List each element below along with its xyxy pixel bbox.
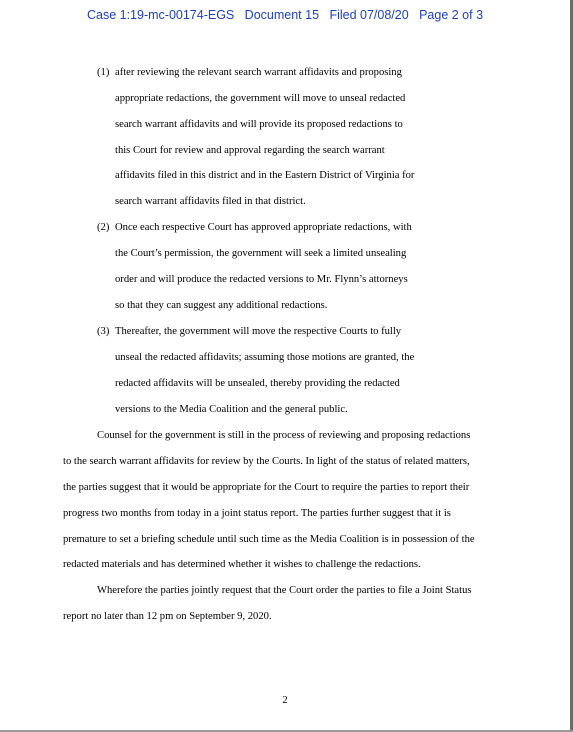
paragraph-1-line: to the search warrant affidavits for review by the Courts. In light of the status of related matters, (63, 456, 470, 467)
list-2-line: Once each respective Court has approved appropriate redactions, with (115, 222, 412, 233)
list-3-line: Thereafter, the government will move the respective Courts to fully (115, 326, 402, 337)
list-1-line: search warrant affidavits filed in that district. (115, 196, 306, 207)
paragraph-1-line: Counsel for the government is still in the process of reviewing and proposing redactions (97, 430, 471, 441)
list-1-line: affidavits filed in this district and in the Eastern District of Virginia for (115, 170, 415, 181)
paragraph-1-line: premature to set a briefing schedule until such time as the Media Coalition is in possession of the (63, 534, 475, 545)
list-1-line: search warrant affidavits and will provide its proposed redactions to (115, 119, 403, 130)
paragraph-2-line: report no later than 12 pm on September 9, 2020. (63, 611, 272, 622)
paragraph-1-line: the parties suggest that it would be appropriate for the Court to require the parties to report their (63, 482, 470, 493)
list-1-line: after reviewing the relevant search warrant affidavits and proposing (115, 67, 402, 78)
list-marker-2: (2) (97, 222, 110, 233)
paragraph-1-line: progress two months from today in a joint status report. The parties further suggest that it is (63, 508, 451, 519)
list-marker-1: (1) (97, 67, 110, 78)
list-marker-3: (3) (97, 326, 110, 337)
paragraph-2-line: Wherefore the parties jointly request that the Court order the parties to file a Joint Status (97, 585, 472, 596)
list-2-line: the Court’s permission, the government will seek a limited unsealing (115, 248, 407, 259)
paragraph-1-line: redacted materials and has determined whether it wishes to challenge the redactions. (63, 559, 421, 570)
list-3-line: versions to the Media Coalition and the general public. (115, 404, 348, 415)
case-header: Case 1:19-mc-00174-EGS Document 15 Filed 07/08/20 Page 2 of 3 (86, 8, 484, 22)
page-number: 2 (282, 695, 288, 706)
list-1-line: this Court for review and approval regarding the search warrant (115, 145, 385, 156)
list-3-line: unseal the redacted affidavits; assuming those motions are granted, the (115, 352, 415, 363)
list-2-line: order and will produce the redacted versions to Mr. Flynn’s attorneys (115, 274, 408, 285)
list-3-line: redacted affidavits will be unsealed, thereby providing the redacted (115, 378, 400, 389)
list-1-line: appropriate redactions, the government will move to unseal redacted (115, 93, 406, 104)
list-2-line: so that they can suggest any additional redactions. (115, 300, 328, 311)
